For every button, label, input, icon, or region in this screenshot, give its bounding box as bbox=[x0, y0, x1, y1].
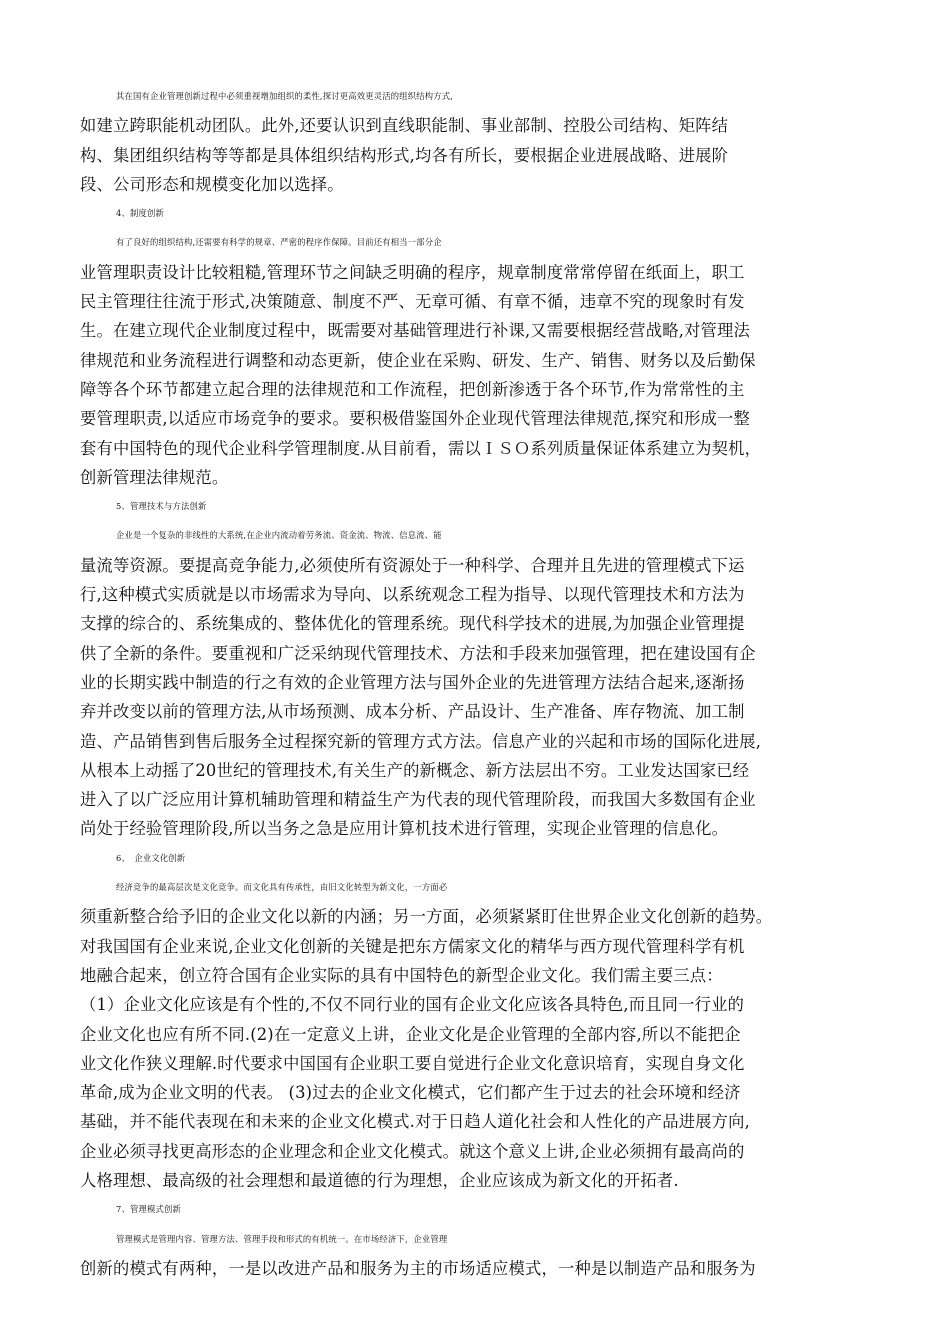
text-line: 生。在建立现代企业制度过程中，既需要对基础管理进行补课,又需要根据经营战略,对管理法 bbox=[80, 321, 751, 341]
text-line: 供了全新的条件。要重视和广泛采纳现代管理技术、方法和手段来加强管理，把在建设国有企 bbox=[80, 643, 756, 663]
text-line: 管理模式是管理内容、管理方法、管理手段和形式的有机统一。在市场经济下，企业管理 bbox=[116, 1233, 448, 1244]
text-line: 经济竞争的最高层次是文化竞争。而文化具有传承性，由旧文化转型为新文化，一方面必 bbox=[116, 882, 448, 893]
text-line: 7、管理模式创新 bbox=[116, 1204, 181, 1215]
text-line: 尚处于经验管理阶段,所以当务之急是应用计算机技术进行管理，实现企业管理的信息化。 bbox=[80, 819, 729, 839]
text-line: 弃并改变以前的管理方法,从市场预测、成本分析、产品设计、生产准备、库存物流、加工制 bbox=[80, 702, 745, 722]
text-line: 构、集团组织结构等等都是具体组织结构形式,均各有所长，要根据企业进展战略、进展阶 bbox=[80, 145, 729, 165]
text-line: （1）企业文化应该是有个性的,不仅不同行业的国有企业文化应该各具特色,而且同一行业的 bbox=[80, 995, 745, 1015]
text-line: 5、管理技术与方法创新 bbox=[116, 501, 207, 512]
text-line: 须重新整合给予旧的企业文化以新的内涵；另一方面，必须紧紧盯住世界企业文化创新的趋势。 bbox=[80, 907, 773, 927]
text-line: 6、 企业文化创新 bbox=[116, 852, 186, 863]
text-line: 量流等资源。要提高竞争能力,必须使所有资源处于一种科学、合理并且先进的管理模式下运 bbox=[80, 555, 745, 575]
text-line: 企业是一个复杂的非线性的大系统,在企业内流动着劳务流、资金流、物流、信息流、能 bbox=[116, 530, 442, 541]
text-line: 造、产品销售到售后服务全过程探究新的管理方式方法。信息产业的兴起和市场的国际化进展, bbox=[80, 731, 762, 751]
document-page bbox=[80, 82, 880, 1283]
text-line: 创新管理法律规范。 bbox=[80, 467, 229, 487]
text-line: 行,这种模式实质就是以市场需求为导向、以系统观念工程为指导、以现代管理技术和方法为 bbox=[80, 585, 745, 605]
text-line: 对我国国有企业来说,企业文化创新的关键是把东方儒家文化的精华与西方现代管理科学有机 bbox=[80, 936, 745, 956]
text-line: 企业文化也应有所不同.(2)在一定意义上讲，企业文化是企业管理的全部内容,所以不能把企 bbox=[80, 1024, 741, 1044]
text-line: 进入了以广泛应用计算机辅助管理和精益生产为代表的现代管理阶段，而我国大多数国有企业 bbox=[80, 790, 756, 810]
text-line: 业的长期实践中制造的行之有效的企业管理方法与国外企业的先进管理方法结合起来,逐渐扬 bbox=[80, 672, 745, 692]
text-line: 革命,成为企业文明的代表。 (3)过去的企业文化模式，它们都产生于过去的社会环境和经济 bbox=[80, 1083, 741, 1103]
text-line: 业管理职责设计比较粗糙,管理环节之间缺乏明确的程序，规章制度常常停留在纸面上，职工 bbox=[80, 262, 745, 282]
text-line: 地融合起来，创立符合国有企业实际的具有中国特色的新型企业文化。我们需主要三点： bbox=[80, 965, 723, 985]
text-line: 段、公司形态和规模变化加以选择。 bbox=[80, 174, 344, 194]
text-line: 障等各个环节都建立起合理的法律规范和工作流程，把创新渗透于各个环节,作为常常性的主 bbox=[80, 379, 745, 399]
text-line: 从根本上动摇了20世纪的管理技术,有关生产的新概念、新方法层出不穷。工业发达国家已经 bbox=[80, 760, 750, 780]
text-line: 其在国有企业管理创新过程中必须重视增加组织的柔性,探讨更高效更灵活的组织结构方式, bbox=[116, 91, 454, 101]
text-line: 创新的模式有两种，一是以改进产品和服务为主的市场适应模式，一种是以制造产品和服务为 bbox=[80, 1258, 756, 1278]
text-line: 如建立跨职能机动团队。此外,还要认识到直线职能制、事业部制、控股公司结构、矩阵结 bbox=[80, 116, 729, 136]
text-line: 基础，并不能代表现在和未来的企业文化模式.对于日趋人道化社会和人性化的产品进展方向, bbox=[80, 1112, 751, 1132]
text-line: 人格理想、最高级的社会理想和最道德的行为理想，企业应该成为新文化的开拓者. bbox=[80, 1170, 679, 1190]
text-line: 要管理职责,以适应市场竞争的要求。要积极借鉴国外企业现代管理法律规范,探究和形成一整 bbox=[80, 409, 751, 429]
text-line: 企业必须寻找更高形态的企业理念和企业文化模式。就这个意义上讲,企业必须拥有最高尚的 bbox=[80, 1141, 745, 1161]
text-line: 律规范和业务流程进行调整和动态更新，使企业在采购、研发、生产、销售、财务以及后勤保 bbox=[80, 350, 756, 370]
text-line: 套有中国特色的现代企业科学管理制度.从目前看，需以ＩＳＯ系列质量保证体系建立为契机， bbox=[80, 438, 762, 458]
text-line: 民主管理往往流于形式,决策随意、制度不严、无章可循、有章不循，违章不究的现象时有发 bbox=[80, 292, 745, 312]
text-line: 支撑的综合的、系统集成的、整体优化的管理系统。现代科学技术的进展,为加强企业管理提 bbox=[80, 614, 745, 634]
text-line: 4、制度创新 bbox=[116, 208, 164, 219]
text-line: 有了良好的组织结构,还需要有科学的规章、严密的程序作保障。目前还有相当一部分企 bbox=[116, 237, 442, 248]
text-line: 业文化作狭义理解.时代要求中国国有企业职工要自觉进行企业文化意识培育，实现自身文化 bbox=[80, 1053, 745, 1073]
